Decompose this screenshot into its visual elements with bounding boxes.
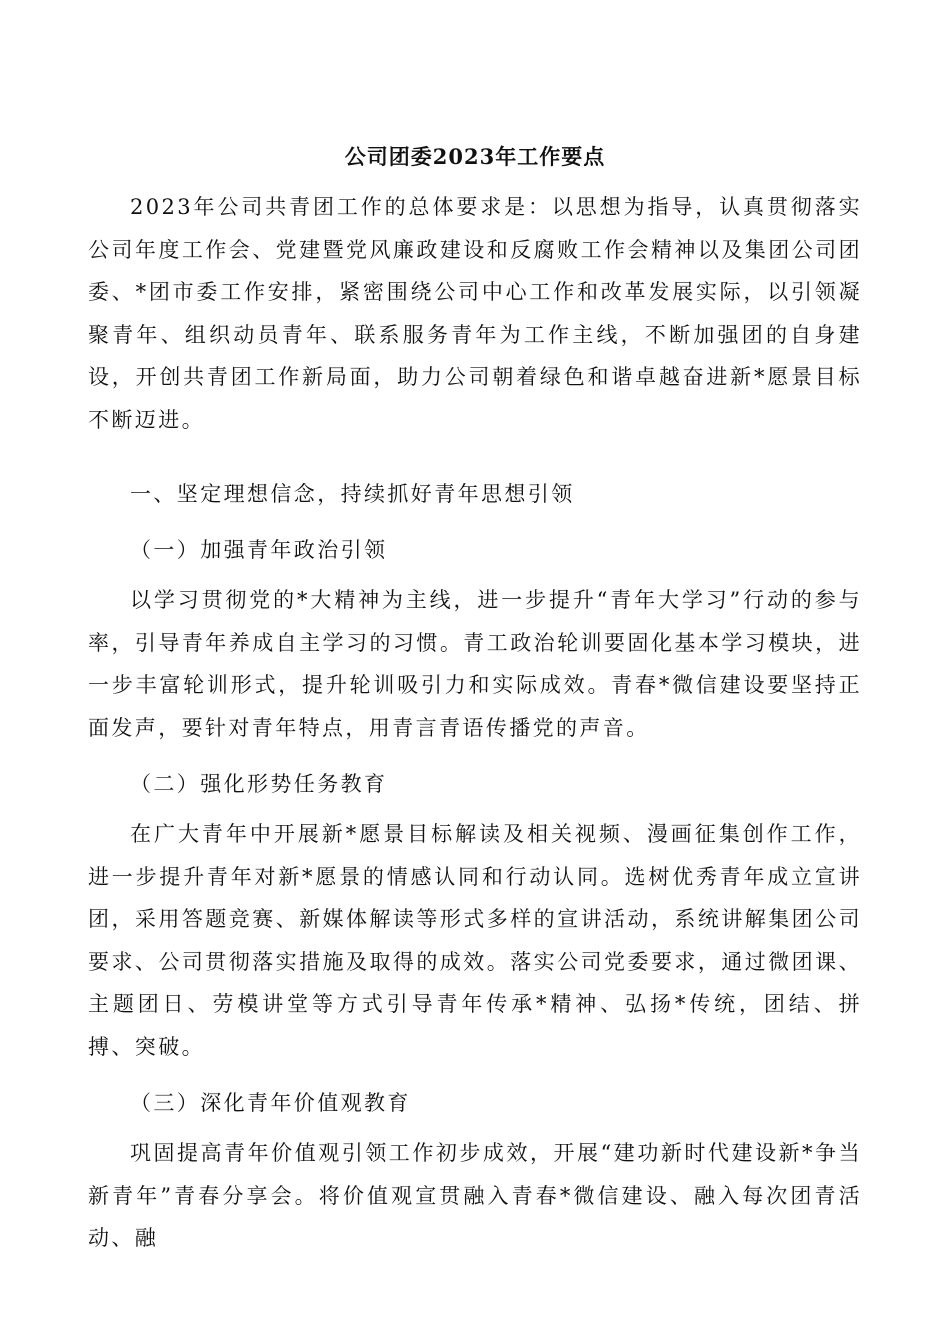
subsection-heading-1: （一）加强青年政治引领 [130,538,388,562]
spacer [88,441,862,453]
subsection-heading-3: （三）深化青年价值观教育 [130,1091,411,1115]
subsection-body-3: 巩固提高青年价值观引领工作初步成效，开展“建功新时代建设新*争当新青年”青春分享会。将价值观宣贯融入青春*微信建设、融入每次团青活动、融 [88,1141,862,1250]
section-heading: 一、坚定理想信念，持续抓好青年思想引领 [130,482,575,506]
document-title: 公司团委2023年工作要点 [344,144,606,169]
document-page [88,138,862,1260]
subsection-heading-2: （二）强化形势任务教育 [130,772,388,796]
subsection-body-1: 以学习贯彻党的*大精神为主线，进一步提升“青年大学习”行动的参与率，引导青年养成自主学习的习惯。青工政治轮训要固化基本学习模块，进一步丰富轮训形式，提升轮训吸引力和实际成效。青春*微信建设要坚持正面发声，要针对青年特点，用青言青语传播党的声音。 [88,588,862,740]
subsection-body-2: 在广大青年中开展新*愿景目标解读及相关视频、漫画征集创作工作，进一步提升青年对新*愿景的情感认同和行动认同。选树优秀青年成立宣讲团，采用答题竞赛、新媒体解读等形式多样的宣讲活动，系统讲解集团公司要求、公司贯彻落实措施及取得的成效。落实公司党委要求，通过微团课、主题团日、劳模讲堂等方式引导青年传承*精神、弘扬*传统，团结、拼搏、突破。 [88,822,862,1059]
intro-paragraph: 2023年公司共青团工作的总体要求是：以思想为指导，认真贯彻落实公司年度工作会、党建暨党风廉政建设和反腐败工作会精神以及集团公司团委、*团市委工作安排，紧密围绕公司中心工作和改革发展实际，以引领凝聚青年、组织动员青年、联系服务青年为工作主线，不断加强团的自身建设，开创共青团工作新局面，助力公司朝着绿色和谐卓越奋进新*愿景目标不断迈进。 [88,195,862,432]
